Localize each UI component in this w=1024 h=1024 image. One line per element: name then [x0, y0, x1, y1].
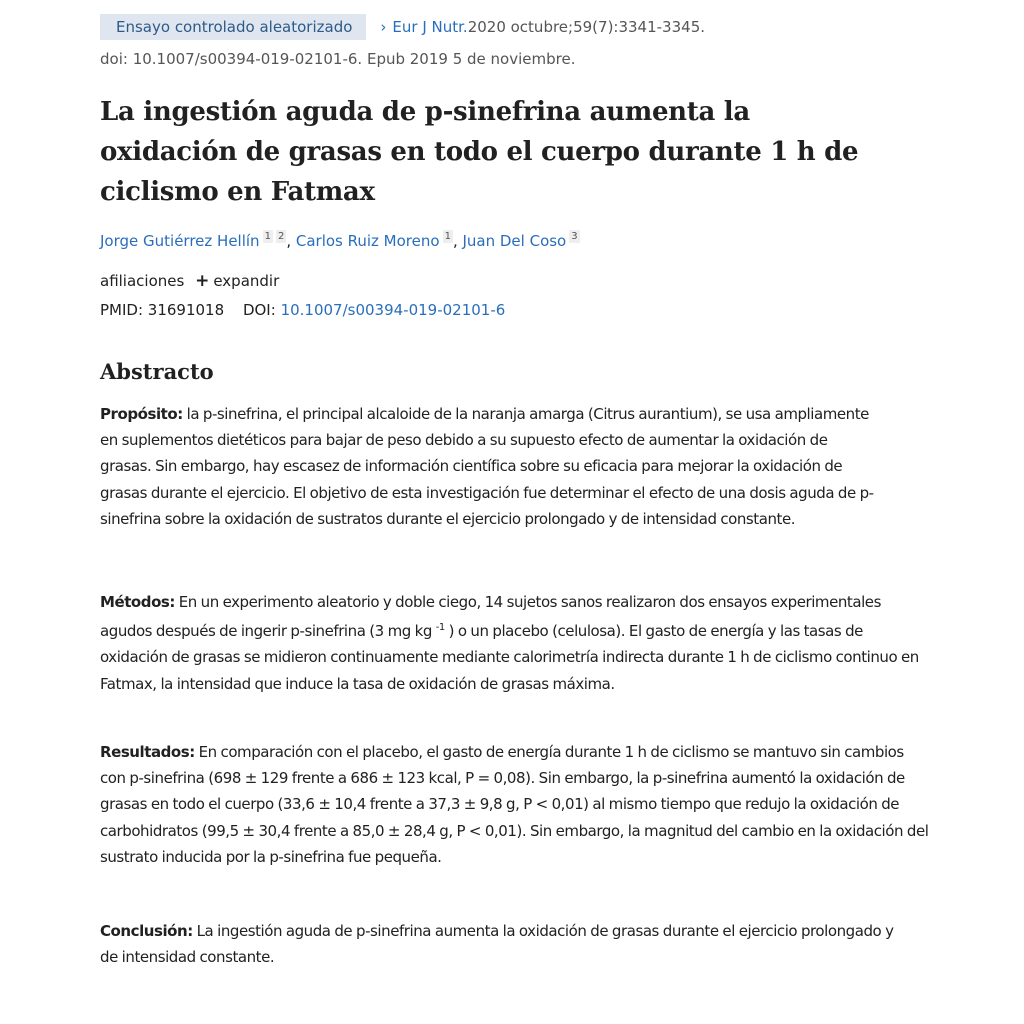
citation-line: [100, 14, 705, 40]
plus-icon: +: [195, 271, 210, 291]
conclusion-text: La ingestión aguda de p-sinefrina aumenta la oxidación de grasas durante el ejercicio prolongado y de intensidad constante.: [100, 922, 894, 967]
methods-label: Métodos:: [100, 593, 175, 611]
author-separator: ,: [286, 232, 296, 250]
pmid-label: PMID:: [100, 301, 144, 319]
abstract-heading: Abstracto: [100, 359, 214, 384]
article-title: La ingestión aguda de p-sinefrina aumenta la oxidación de grasas en todo el cuerpo durante 1 h de ciclismo en Fatmax: [100, 97, 859, 207]
pmid-value: 31691018: [147, 301, 225, 319]
abstract-purpose: [100, 401, 880, 532]
author-separator: ,: [452, 232, 463, 250]
conclusion-label: Conclusión:: [100, 922, 193, 940]
affiliations-label: afiliaciones: [100, 272, 185, 290]
affiliation-ref[interactable]: 1: [444, 231, 451, 242]
results-label: Resultados:: [100, 743, 195, 761]
abstract-results: [100, 739, 930, 870]
citation-details: 2020 octubre;59(7):3341-3345.: [467, 18, 705, 36]
chevron-right-icon: ›: [380, 18, 387, 36]
journal-link[interactable]: Eur J Nutr.: [392, 18, 468, 36]
affiliation-ref[interactable]: 1: [264, 231, 271, 242]
publication-type-badge[interactable]: Ensayo controlado aleatorizado: [100, 14, 366, 40]
affiliation-ref[interactable]: 3: [571, 231, 578, 242]
doi-link[interactable]: 10.1007/s00394-019-02101-6: [280, 301, 506, 319]
methods-text-before: En un experimento aleatorio y doble ciego, 14 sujetos sanos realizaron dos ensayos experimentales agudos después de ingerir p-sinefrina (3 mg kg: [100, 593, 881, 641]
doi-label: DOI:: [242, 301, 276, 319]
purpose-text: la p-sinefrina, el principal alcaloide de la naranja amarga (Citrus aurantium), se usa ampliamente en suplementos dietéticos para bajar de peso debido a su supuesto efecto de aumentar la oxidación de grasas. Sin embargo, hay escasez de información científica sobre su eficacia para mejorar la oxidación de grasas durante el ejercicio. El objetivo de esta investigación fue determinar el efecto de una dosis aguda de p-sinefrina sobre la oxidación de sustratos durante el ejercicio prolongado y de intensidad constante.: [100, 405, 874, 528]
abstract-methods: [100, 589, 930, 697]
methods-superscript: -1: [435, 622, 445, 634]
results-text: En comparación con el placebo, el gasto de energía durante 1 h de ciclismo se mantuvo sin cambios con p-sinefrina (698 ± 129 frente a 686 ± 123 kcal, P = 0,08). Sin embargo, la p-sinefrina aumentó la oxidación de grasas en todo el cuerpo (33,6 ± 10,4 frente a 37,3 ± 9,8 g, P < 0,01) al mismo tiempo que redujo la oxidación de carbohidratos (99,5 ± 30,4 frente a 85,0 ± 28,4 g, P < 0,01). Sin embargo, la magnitud del cambio en la oxidación del sustrato inducida por la p-sinefrina fue pequeña.: [100, 743, 929, 866]
author-link[interactable]: Jorge Gutiérrez Hellín: [100, 232, 260, 250]
identifiers-row: [100, 298, 505, 322]
author-link[interactable]: Carlos Ruiz Moreno: [295, 232, 440, 250]
affiliations-row: [100, 269, 279, 293]
methods-text-after: ) o un placebo (celulosa). El gasto de energía y las tasas de oxidación de grasas se midieron continuamente mediante calorimetría indirecta durante 1 h de ciclismo continuo en Fatmax, la intensidad que induce la tasa de oxidación de grasas máxima.: [100, 622, 919, 693]
expand-label: expandir: [213, 272, 280, 290]
abstract-conclusion: [100, 918, 910, 970]
expand-affiliations-button[interactable]: [195, 272, 279, 290]
citation-doi-line: doi: 10.1007/s00394-019-02101-6. Epub 2019 5 de noviembre.: [100, 50, 576, 68]
authors-list: [100, 229, 580, 253]
author-link[interactable]: Juan Del Coso: [462, 232, 567, 250]
affiliation-ref[interactable]: 2: [277, 231, 285, 242]
purpose-label: Propósito:: [100, 405, 183, 423]
